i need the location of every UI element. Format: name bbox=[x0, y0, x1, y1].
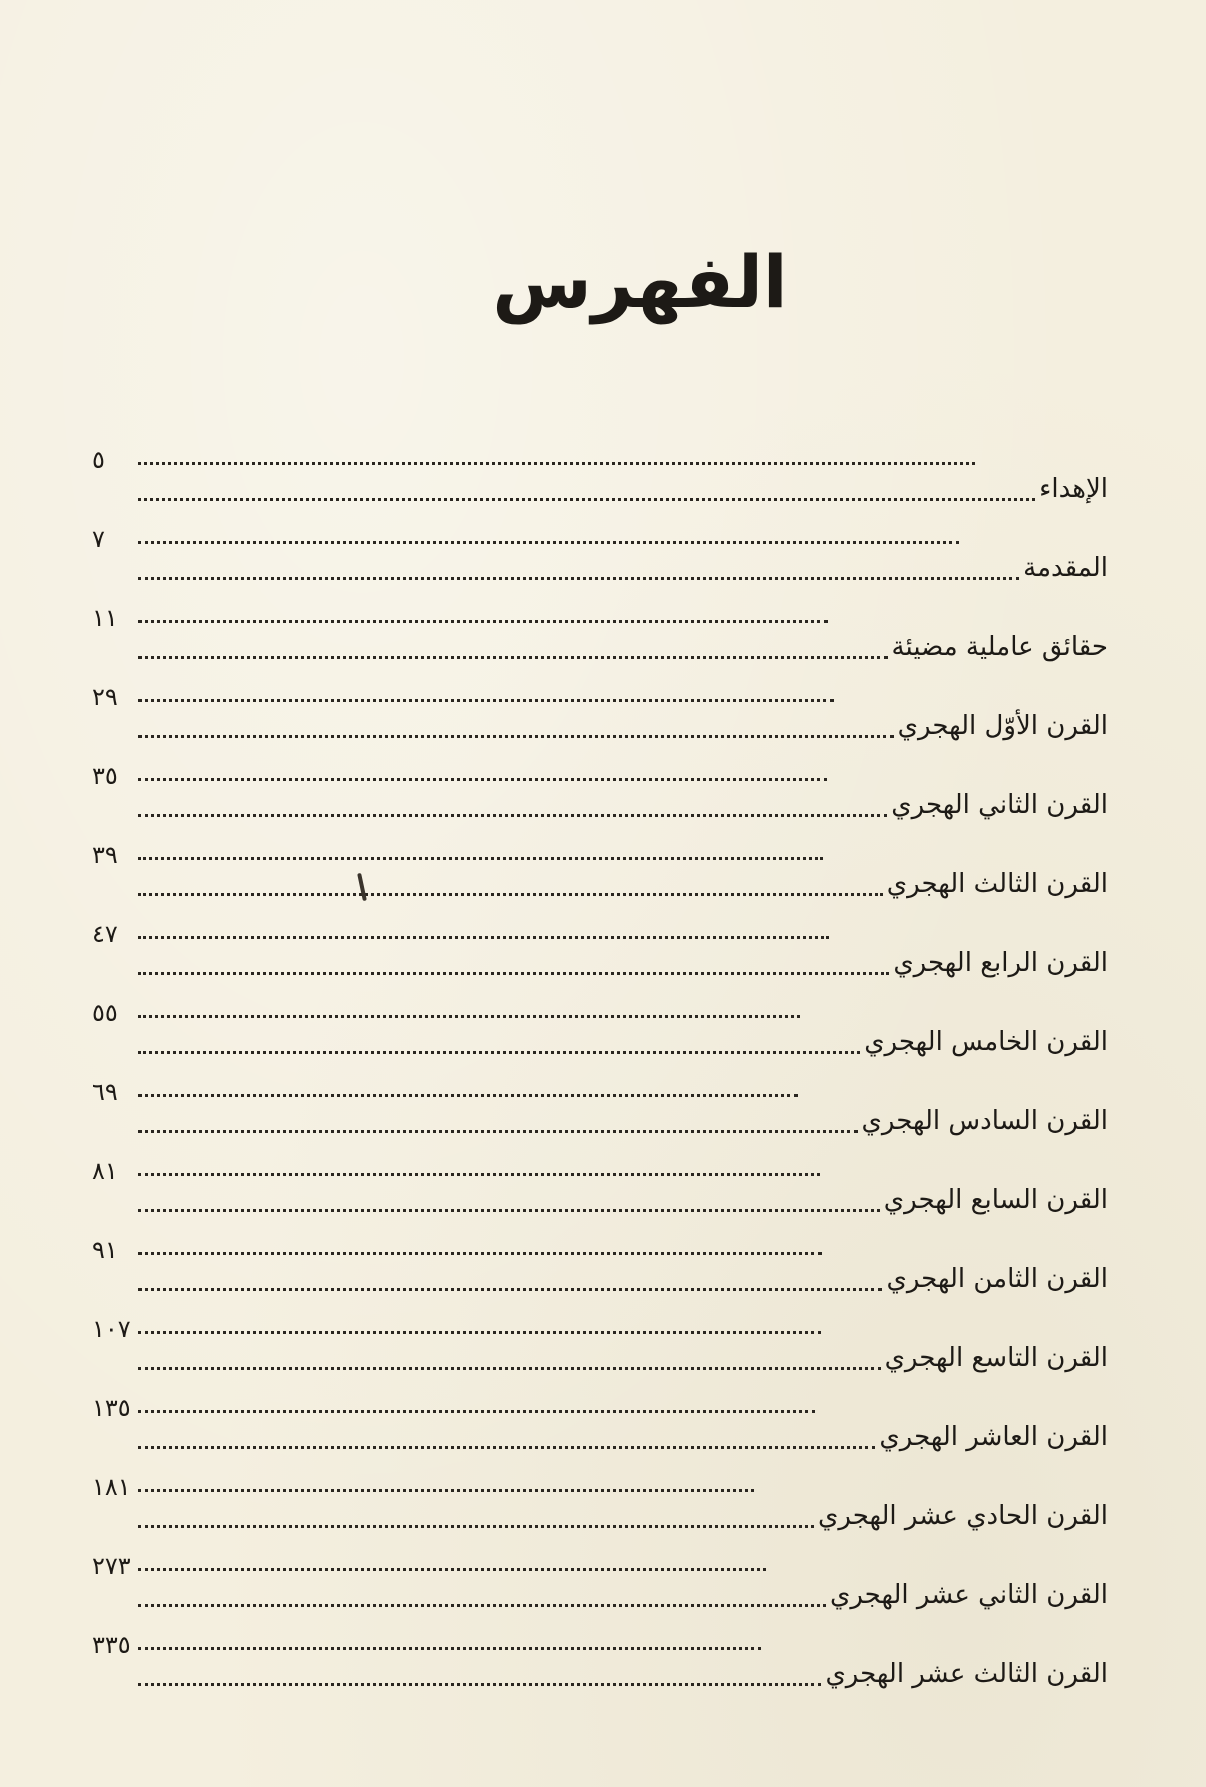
toc-entry-label: القرن العاشر الهجري bbox=[879, 1422, 1108, 1452]
toc-entry-century-6[interactable] bbox=[88, 1072, 1108, 1151]
toc-entry-label: القرن الرابع الهجري bbox=[893, 948, 1108, 978]
toc-entry-page: ٩١ bbox=[92, 1236, 118, 1264]
toc-entry-page: ١٨١ bbox=[92, 1473, 131, 1501]
dot-leader bbox=[92, 914, 889, 992]
toc-entry-page: ١٠٧ bbox=[92, 1315, 131, 1343]
toc-entry-century-2[interactable] bbox=[88, 756, 1108, 835]
toc-entry-facts[interactable] bbox=[88, 598, 1108, 677]
toc-entry-introduction[interactable] bbox=[88, 519, 1108, 598]
toc-entry-page: ٦٩ bbox=[92, 1078, 118, 1106]
table-of-contents bbox=[88, 440, 1108, 1704]
dot-leader bbox=[92, 519, 1019, 597]
toc-entry-century-5[interactable] bbox=[88, 993, 1108, 1072]
toc-entry-century-11[interactable] bbox=[88, 1467, 1108, 1546]
dot-leader bbox=[92, 1546, 826, 1624]
toc-entry-century-10[interactable] bbox=[88, 1388, 1108, 1467]
toc-entry-century-7[interactable] bbox=[88, 1151, 1108, 1230]
toc-entry-century-13[interactable] bbox=[88, 1625, 1108, 1704]
dot-leader bbox=[92, 756, 887, 834]
toc-entry-page: ٥ bbox=[92, 446, 105, 474]
dot-leader bbox=[92, 677, 894, 755]
toc-entry-label: القرن الخامس الهجري bbox=[864, 1027, 1108, 1057]
toc-entry-label: القرن الثامن الهجري bbox=[886, 1264, 1108, 1294]
toc-entry-label: حقائق عاملية مضيئة bbox=[891, 632, 1108, 662]
toc-entry-page: ٤٧ bbox=[92, 920, 118, 948]
toc-entry-label: الإهداء bbox=[1039, 474, 1108, 504]
toc-entry-page: ٣٩ bbox=[92, 841, 118, 869]
dot-leader bbox=[92, 1151, 880, 1229]
dot-leader bbox=[92, 1072, 858, 1150]
dot-leader bbox=[92, 1467, 814, 1545]
toc-entry-century-12[interactable] bbox=[88, 1546, 1108, 1625]
toc-entry-page: ١٣٥ bbox=[92, 1394, 131, 1422]
toc-entry-label: القرن الثالث الهجري bbox=[886, 869, 1108, 899]
page-title: الفهرس bbox=[492, 240, 788, 324]
toc-entry-century-9[interactable] bbox=[88, 1309, 1108, 1388]
toc-entry-dedication[interactable] bbox=[88, 440, 1108, 519]
toc-entry-page: ٣٣٥ bbox=[92, 1631, 131, 1659]
toc-entry-label: القرن الثاني الهجري bbox=[891, 790, 1108, 820]
toc-entry-century-1[interactable] bbox=[88, 677, 1108, 756]
toc-entry-page: ٢٩ bbox=[92, 683, 118, 711]
dot-leader bbox=[92, 1309, 881, 1387]
dot-leader bbox=[92, 993, 860, 1071]
toc-entry-century-3[interactable] bbox=[88, 835, 1108, 914]
dot-leader bbox=[92, 1625, 821, 1703]
dot-leader bbox=[92, 835, 883, 913]
toc-entry-label: القرن الأوّل الهجري bbox=[897, 711, 1108, 741]
toc-entry-page: ٢٧٣ bbox=[92, 1552, 131, 1580]
toc-entry-page: ٣٥ bbox=[92, 762, 118, 790]
toc-entry-page: ٧ bbox=[92, 525, 105, 553]
toc-entry-label: القرن الثاني عشر الهجري bbox=[829, 1580, 1108, 1610]
toc-entry-label: القرن الثالث عشر الهجري bbox=[825, 1659, 1108, 1689]
dot-leader bbox=[92, 598, 888, 676]
dot-leader bbox=[92, 1388, 875, 1466]
toc-entry-page: ٥٥ bbox=[92, 999, 118, 1027]
toc-entry-label: القرن التاسع الهجري bbox=[884, 1343, 1108, 1373]
toc-entry-century-8[interactable] bbox=[88, 1230, 1108, 1309]
toc-entry-page: ٨١ bbox=[92, 1157, 118, 1185]
toc-entry-page: ١١ bbox=[92, 604, 118, 632]
dot-leader bbox=[92, 1230, 882, 1308]
toc-entry-label: القرن السادس الهجري bbox=[861, 1106, 1108, 1136]
dot-leader bbox=[92, 440, 1035, 518]
toc-entry-label: القرن السابع الهجري bbox=[883, 1185, 1108, 1215]
toc-entry-label: القرن الحادي عشر الهجري bbox=[818, 1501, 1108, 1531]
toc-entry-label: المقدمة bbox=[1023, 553, 1108, 583]
toc-entry-century-4[interactable] bbox=[88, 914, 1108, 993]
